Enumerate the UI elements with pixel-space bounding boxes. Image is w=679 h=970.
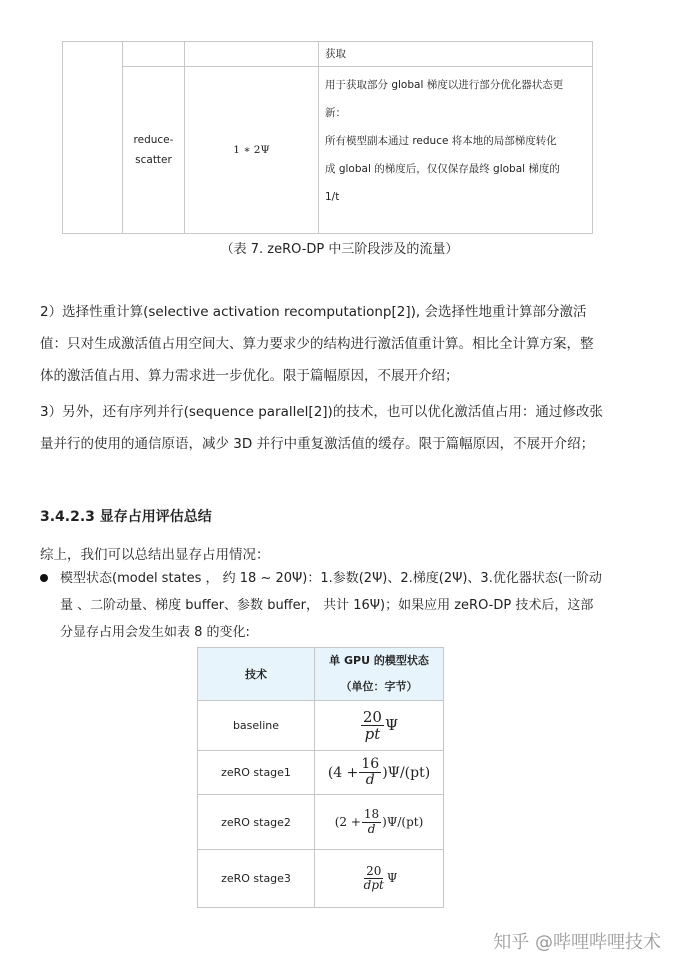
formula-prefix: (2 + bbox=[334, 814, 361, 829]
op-cell bbox=[123, 67, 185, 234]
formula-suffix: Ψ bbox=[386, 871, 398, 885]
table-caption: （表 7. zeRO-DP 中三阶段涉及的流量） bbox=[220, 242, 459, 257]
formula-prefix: (4 + bbox=[327, 764, 359, 781]
header-tech: 技术 bbox=[198, 648, 315, 701]
traffic-table-row bbox=[63, 42, 593, 67]
formula-cell bbox=[315, 795, 444, 850]
description-cell bbox=[319, 67, 593, 234]
denominator: d bbox=[367, 821, 376, 836]
traffic-formula: 1 ∗ 2Ψ bbox=[185, 67, 319, 234]
op-label-line: scatter bbox=[135, 154, 172, 166]
paragraph: 3）另外，还有序列并行(sequence parallel[2])的技术，也可以优化激活值占用：通过修改张量并行的使用的通信原语，减少 3D 并行中重复激活值的缓存。限于篇幅原因，不展开介绍； bbox=[40, 404, 603, 452]
header-line: 单 GPU 的模型状态 bbox=[329, 654, 429, 667]
intro-text: 综上，我们可以总结出显存占用情况： bbox=[40, 547, 270, 563]
table-cell: 获取 bbox=[319, 42, 593, 67]
numerator: 18 bbox=[363, 807, 380, 822]
traffic-table bbox=[62, 41, 593, 234]
row-name: zeRO stage3 bbox=[198, 850, 315, 908]
table-cell bbox=[63, 42, 123, 234]
denominator: d bbox=[365, 772, 375, 788]
table-cell bbox=[123, 42, 185, 67]
traffic-table-row bbox=[63, 67, 593, 234]
denominator: pt bbox=[364, 725, 381, 743]
section-heading: 3.4.2.3 显存占用评估总结 bbox=[40, 509, 212, 525]
row-name: zeRO stage2 bbox=[198, 795, 315, 850]
numerator: 20 bbox=[366, 863, 382, 878]
formula-cell bbox=[315, 751, 444, 795]
desc-line: 新： bbox=[325, 107, 346, 119]
paragraph: 2）选择性重计算(selective activation recomputationp[2]), 会选择性地重计算部分激活值：只对生成激活值占用空间大、算力要求少的结构进行激活值重计算。相比全计算方案，整体的激活值占用、算力需求进一步优化。限于篇幅原因，不展开介绍； bbox=[40, 304, 594, 384]
formula-cell bbox=[315, 701, 444, 751]
table-cell bbox=[185, 42, 319, 67]
table-row bbox=[198, 850, 444, 908]
header-line: （单位：字节） bbox=[340, 680, 418, 693]
desc-line: 所有模型副本通过 reduce 将本地的局部梯度转化 bbox=[325, 135, 557, 147]
bullet-icon bbox=[40, 574, 48, 582]
table-row bbox=[198, 751, 444, 795]
formula-suffix: )Ψ/(pt) bbox=[382, 764, 431, 781]
fraction bbox=[362, 808, 381, 835]
numerator: 20 bbox=[362, 707, 382, 726]
watermark: 知乎 @哔哩哔哩技术 bbox=[493, 932, 661, 953]
bullet-text: 模型状态(model states ， 约 18 ~ 20Ψ)：1.参数(2Ψ)、2.梯度(2Ψ)、3.优化器状态(一阶动量 、二阶动量、梯度 buffer、参数 buffer， 共计 16Ψ)；如果应用 zeRO-DP 技术后，这部分显存占用会发生如表 8 的变化: bbox=[60, 571, 602, 640]
table-row bbox=[198, 701, 444, 751]
row-name: zeRO stage1 bbox=[198, 751, 315, 795]
formula-cell bbox=[315, 850, 444, 908]
desc-line: 1/t bbox=[325, 191, 340, 203]
memory-table bbox=[197, 647, 444, 908]
numerator: 16 bbox=[361, 755, 380, 772]
table-row bbox=[198, 795, 444, 850]
desc-line: 用于获取部分 global 梯度以进行部分优化器状态更 bbox=[325, 79, 564, 91]
formula bbox=[334, 807, 424, 836]
denominator: dpt bbox=[363, 878, 384, 892]
formula-suffix: Ψ bbox=[384, 715, 399, 734]
row-name: baseline bbox=[198, 701, 315, 751]
formula bbox=[327, 755, 431, 788]
formula bbox=[360, 707, 399, 743]
formula bbox=[361, 863, 398, 892]
table-header-row bbox=[198, 648, 444, 701]
desc-line: 成 global 的梯度后，仅仅保存最终 global 梯度的 bbox=[325, 163, 560, 175]
fraction bbox=[361, 709, 384, 743]
header-state bbox=[315, 648, 444, 701]
op-label-line: reduce- bbox=[133, 134, 174, 146]
formula-suffix: )Ψ/(pt) bbox=[382, 814, 424, 829]
fraction bbox=[362, 865, 386, 892]
fraction bbox=[359, 757, 381, 789]
